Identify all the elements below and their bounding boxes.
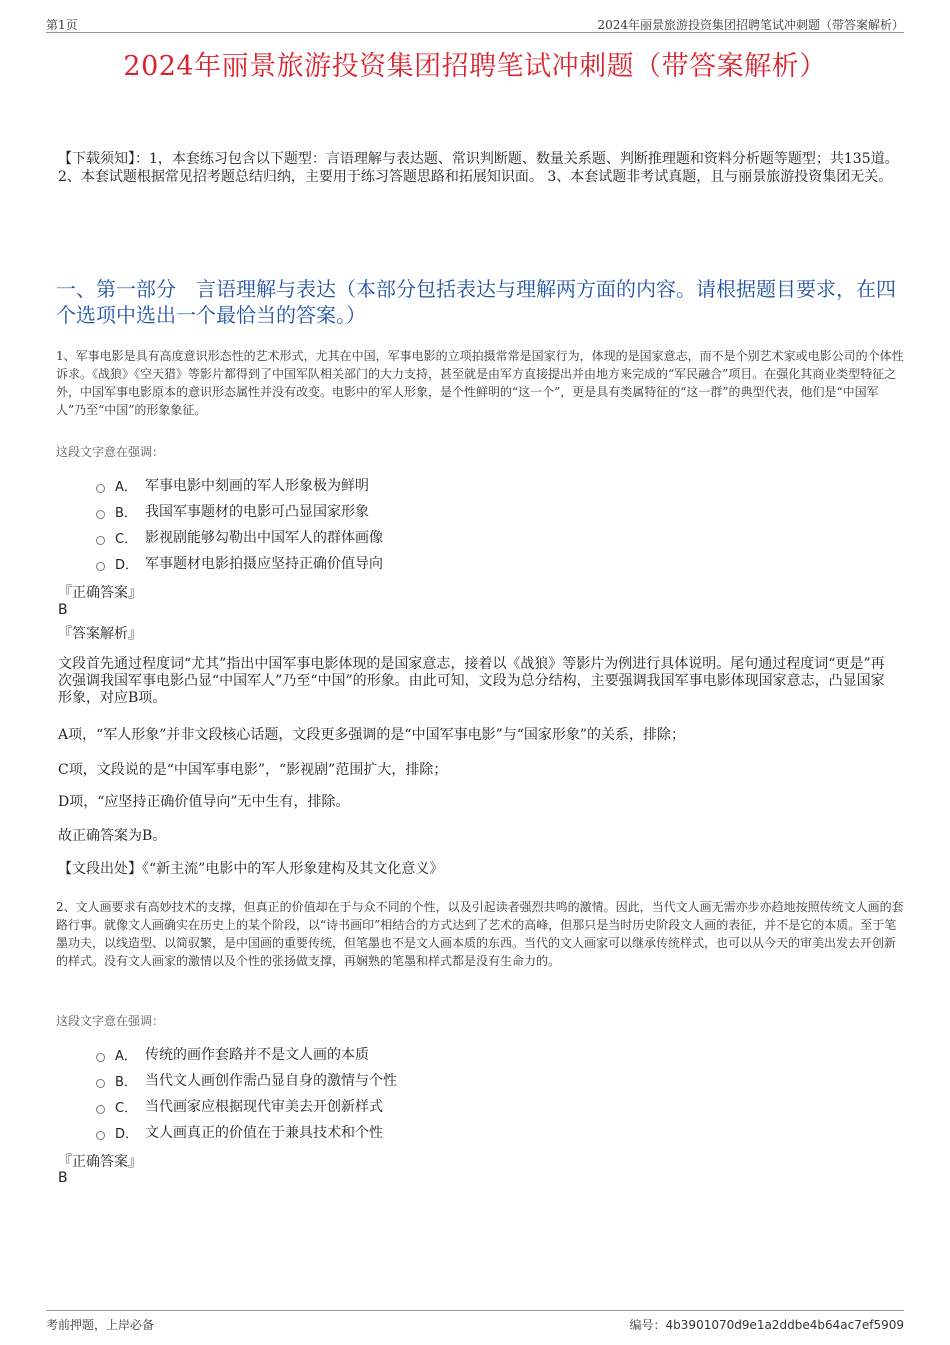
question-1-options (96, 472, 383, 576)
question-2-options (96, 1041, 397, 1145)
analysis-paragraph: 文段首先通过程度词“尤其”指出中国军事电影体现的是国家意志，接着以《战狼》等影片为例进行具体说明。尾句通过程度词“更是”再次强调我国军事电影凸显“中国军人”乃至“中国”的形象。由此可知，文段为总分结构，主要强调我国军事电影体现国家意志，凸显国家形象，对应B项。 (58, 656, 885, 706)
section-title: 一、第一部分 言语理解与表达（本部分包括表达与理解两方面的内容。请根据题目要求，在四个选项中选出一个最恰当的答案。） (56, 277, 896, 327)
answer-value: B (58, 602, 68, 618)
option-a[interactable]: A． 传统的画作套路并不是文人画的本质 (96, 1041, 397, 1067)
option-a[interactable]: A． 军事电影中刻画的军人形象极为鲜明 (96, 472, 383, 498)
analysis-label: 『答案解析』 (58, 626, 142, 642)
radio-icon[interactable] (96, 536, 105, 545)
question-1-prompt: 这段文字意在强调： (56, 445, 165, 459)
option-d[interactable]: D． 文人画真正的价值在于兼具技术和个性 (96, 1119, 397, 1145)
radio-icon[interactable] (96, 510, 105, 519)
document-title: 2024年丽景旅游投资集团招聘笔试冲刺题（带答案解析） (123, 51, 827, 82)
question-2-stem: 2、文人画要求有高妙技术的支撑，但真正的价值却在于与众不同的个性，以及引起读者强烈共鸣的激情。因此，当代文人画无需亦步亦趋地按照传统文人画的套路行事。就像文人画确实在历史上的某个阶段，以“诗书画印”相结合的方式达到了艺术的高峰，但那只是当时历史阶段文人画的表征，并不是它的本质。至于笔墨功夫，以线造型、以简驭繁，是中国画的重要传统，但笔墨也不是文人画本质的东西。当代的文人画家可以继承传统样式，也可以从今天的审美出发去开创新的样式。没有文人画家的激情以及个性的张扬做支撑，再娴熟的笔墨和样式都是没有生命力的。 (56, 900, 904, 968)
answer-value: B (58, 1170, 68, 1186)
analysis-paragraph: 故正确答案为B。 (58, 828, 167, 844)
radio-icon[interactable] (96, 1131, 105, 1140)
footer-slogan: 考前押题，上岸必备 (46, 1318, 155, 1332)
document-code: 编号：4b3901070d9e1a2ddbe4b64ac7ef5909 (629, 1318, 904, 1332)
question-2-prompt: 这段文字意在强调： (56, 1014, 165, 1028)
option-b[interactable]: B． 当代文人画创作需凸显自身的激情与个性 (96, 1067, 397, 1093)
page-number: 第1页 (46, 18, 78, 32)
answer-label: 『正确答案』 (58, 585, 142, 601)
question-1-stem: 1、军事电影是具有高度意识形态性的艺术形式，尤其在中国，军事电影的立项拍摄常常是国家行为，体现的是国家意志，而不是个别艺术家或电影公司的个体性诉求。《战狼》《空天猎》等影片都得到了中国军队相关部门的大力支持，甚至就是由军方直接提出并由地方来完成的“军民融合”项目。在强化其商业类型特征之外，中国军事电影原本的意识形态属性并没有改变。电影中的军人形象，是个性鲜明的“这一个”，更是具有类属特征的“这一群”的典型代表，他们是“中国军人”乃至“中国”的形象象征。 (56, 349, 904, 417)
analysis-paragraph: C项，文段说的是“中国军事电影”，“影视剧”范围扩大，排除； (58, 762, 448, 778)
radio-icon[interactable] (96, 1105, 105, 1114)
option-b[interactable]: B． 我国军事题材的电影可凸显国家形象 (96, 498, 383, 524)
analysis-paragraph: A项，“军人形象”并非文段核心话题，文段更多强调的是“中国军事电影”与“国家形象”的关系，排除； (58, 727, 686, 743)
page-header (46, 14, 904, 33)
radio-icon[interactable] (96, 1053, 105, 1062)
radio-icon[interactable] (96, 484, 105, 493)
option-c[interactable]: C． 影视剧能够勾勒出中国军人的群体画像 (96, 524, 383, 550)
option-c[interactable]: C． 当代画家应根据现代审美去开创新样式 (96, 1093, 397, 1119)
text-source: 【文段出处】《“新主流”电影中的军人形象建构及其文化意义》 (58, 861, 444, 877)
answer-label: 『正确答案』 (58, 1154, 142, 1170)
header-doc-title: 2024年丽景旅游投资集团招聘笔试冲刺题（带答案解析） (597, 18, 904, 32)
analysis-paragraph: D项，“应坚持正确价值导向”无中生有，排除。 (58, 794, 350, 810)
radio-icon[interactable] (96, 1079, 105, 1088)
download-notice: 【下载须知】：1，本套练习包含以下题型：言语理解与表达题、常识判断题、数量关系题、判断推理题和资料分析题等题型；共135道。 2、本套试题根据常见招考题总结归纳，主要用于练习答题思路和拓展知识面。 3、本套试题非考试真题，且与丽景旅游投资集团无关。 (58, 151, 899, 185)
option-d[interactable]: D． 军事题材电影拍摄应坚持正确价值导向 (96, 550, 383, 576)
page-footer (46, 1310, 904, 1333)
radio-icon[interactable] (96, 562, 105, 571)
